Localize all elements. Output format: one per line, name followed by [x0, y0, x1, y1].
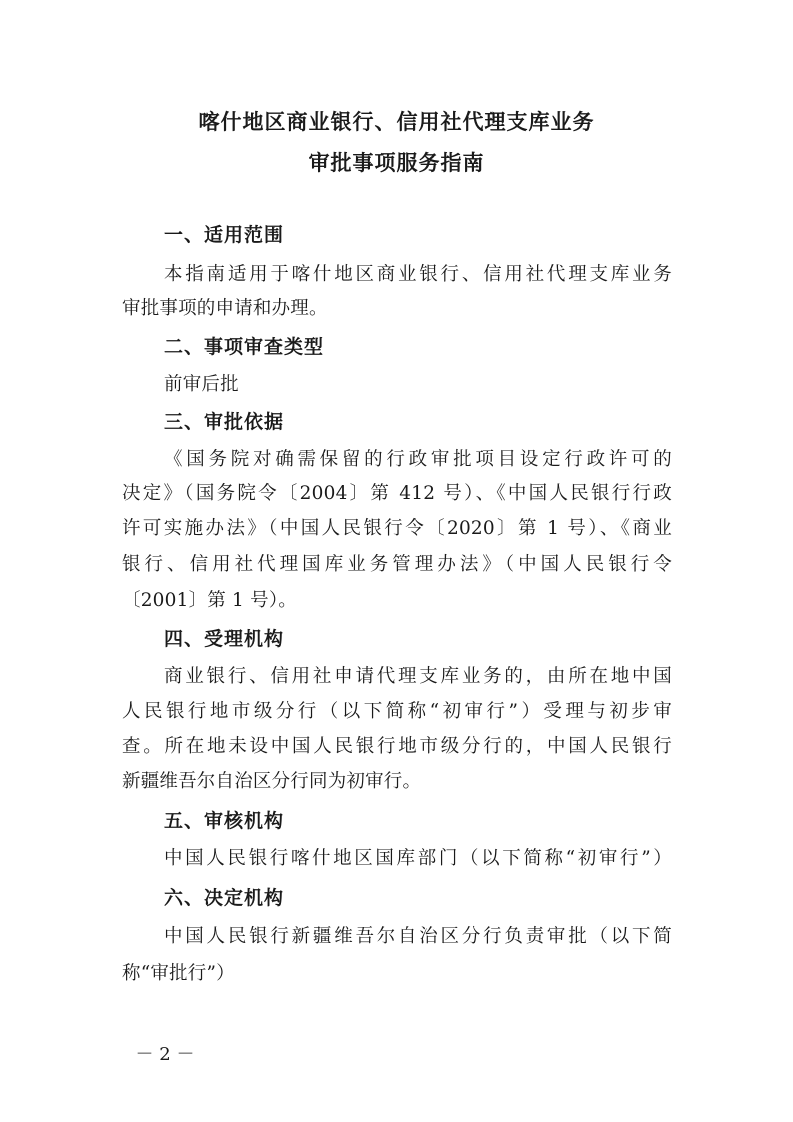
- section-scope-line-2: 审批事项的申请和办理。: [122, 298, 328, 319]
- section-legal-basis-line-1: 《国务院对确需保留的行政审批项目设定行政许可的: [164, 449, 672, 470]
- section-heading-legal-basis: 三、审批依据: [164, 411, 285, 433]
- section-decision-institution-line-2: 称“审批行”）: [122, 963, 235, 984]
- section-scope-line-1: 本指南适用于喀什地区商业银行、信用社代理支库业务: [164, 264, 672, 285]
- document-title-line-1: 喀什地区商业银行、信用社代理支库业务: [198, 110, 595, 134]
- section-legal-basis-line-4: 银行、信用社代理国库业务管理办法》（中国人民银行令: [122, 554, 672, 575]
- section-review-institution-line-1: 中国人民银行喀什地区国库部门（以下简称“初审行”）: [164, 848, 672, 869]
- section-accepting-institution-line-2: 人民银行地市级分行（以下简称“初审行”）受理与初步审: [122, 701, 672, 722]
- section-accepting-institution-line-4: 新疆维吾尔自治区分行同为初审行。: [122, 771, 422, 792]
- document-title-line-2: 审批事项服务指南: [308, 151, 485, 175]
- section-heading-scope: 一、适用范围: [164, 224, 285, 246]
- section-heading-accepting-institution: 四、受理机构: [164, 628, 285, 650]
- page-number: － 2 －: [135, 1044, 195, 1065]
- section-accepting-institution-line-1: 商业银行、信用社申请代理支库业务的，由所在地中国: [164, 666, 672, 687]
- section-review-type-line-1: 前审后批: [164, 374, 239, 395]
- section-legal-basis-line-3: 许可实施办法》（中国人民银行令〔2020〕第 1 号）、《商业: [122, 518, 672, 539]
- section-legal-basis-line-2: 决定》（国务院令〔2004〕第 412 号）、《中国人民银行行政: [122, 483, 672, 504]
- section-accepting-institution-line-3: 查。所在地未设中国人民银行地市级分行的，中国人民银行: [122, 736, 672, 757]
- section-heading-decision-institution: 六、决定机构: [164, 887, 285, 909]
- section-heading-review-institution: 五、审核机构: [164, 810, 285, 832]
- section-heading-review-type: 二、事项审查类型: [164, 336, 325, 358]
- section-decision-institution-line-1: 中国人民银行新疆维吾尔自治区分行负责审批（以下简: [164, 926, 672, 947]
- section-legal-basis-line-5: 〔2001〕第 1 号）。: [122, 590, 297, 611]
